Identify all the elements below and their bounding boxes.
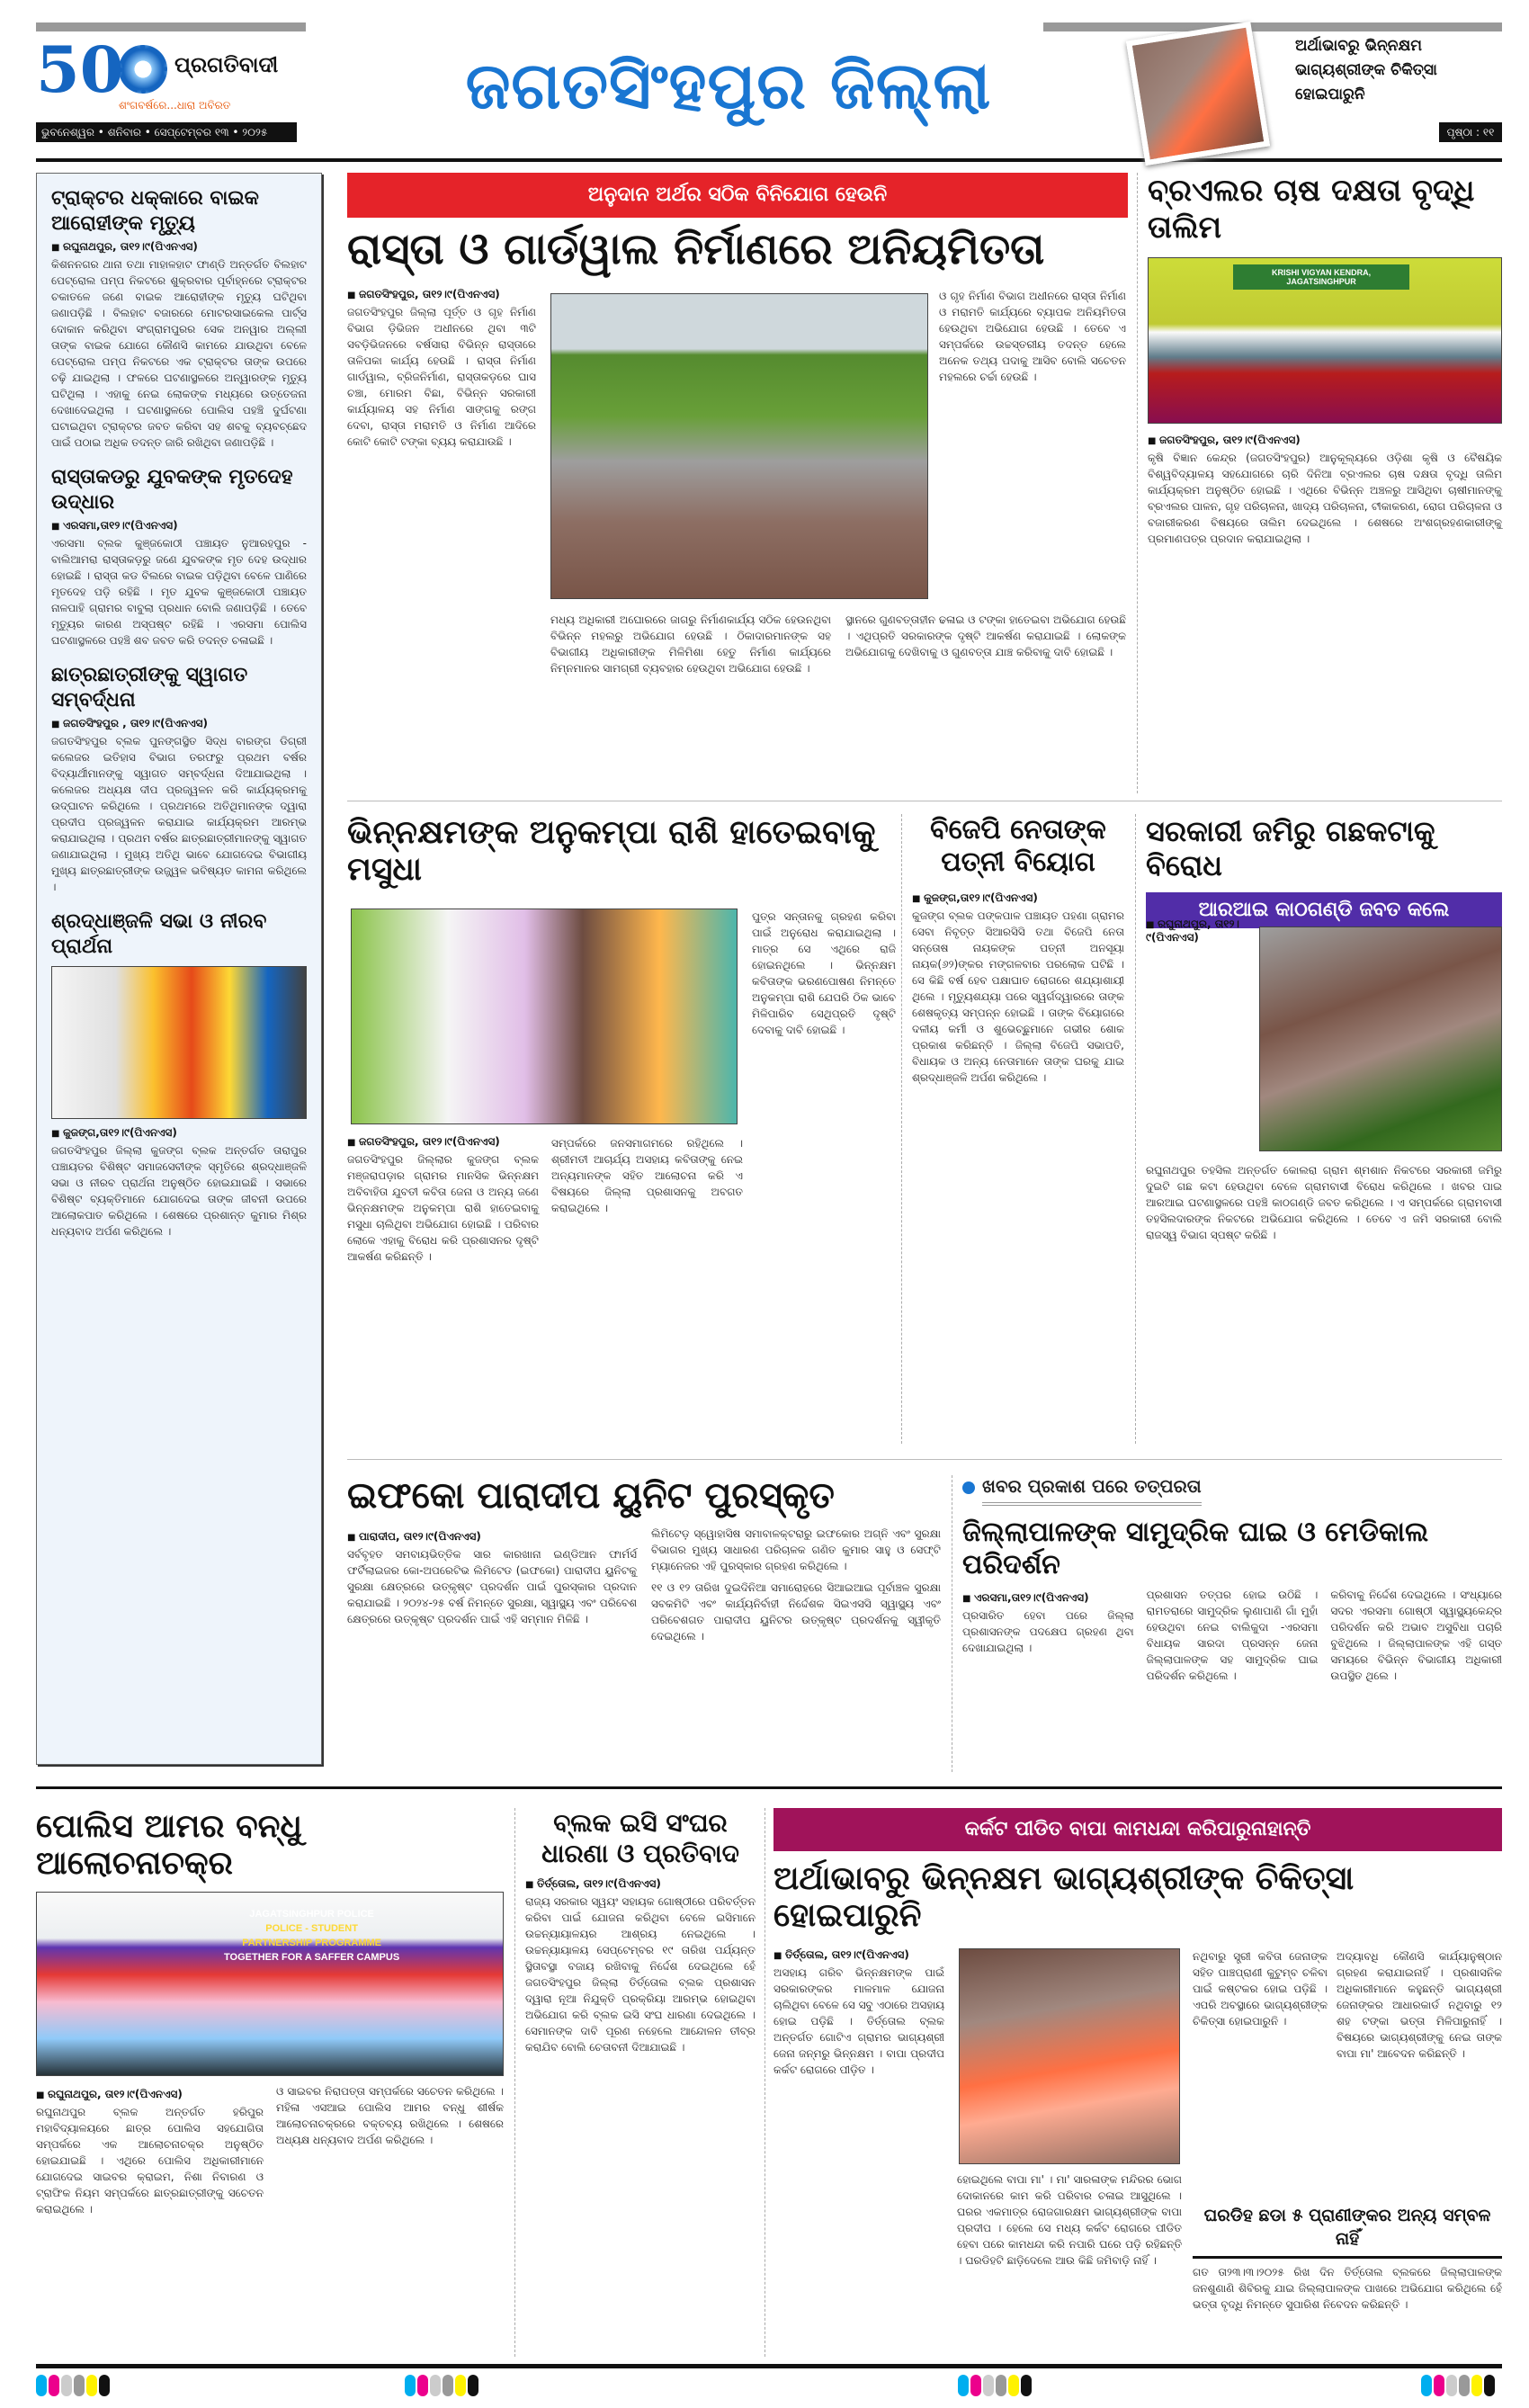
story-body-2: କରିବାକୁ ନିର୍ଦ୍ଦେଶ ଦେଇଥିଲେ । ସଂଧ୍ୟାରେ ସଦର ଏରସମା ଗୋଷ୍ଠୀ ସ୍ୱାସ୍ଥ୍ୟକେନ୍ଦ୍ର ପରିଦର୍ଶନ କରି ଅଭାବ ଅସୁବିଧା ପଚାରି ବୁଝିଥିଲେ । ଜିଲ୍ଲାପାଳଙ୍କ ଏହି ଗସ୍ତ ସମୟରେ ବିଭିନ୍ନ ବିଭାଗୀୟ ଅଧିକାରୀ ଉପସ୍ଥିତ ଥିଲେ । — [1330, 1589, 1503, 1682]
story-iffco-award — [347, 1475, 941, 1644]
felled-tree-photo — [1259, 926, 1502, 1151]
headline[interactable]: ଭିନ୍ନକ୍ଷମଙ୍କ ଅନୁକମ୍ପା ରାଶି ହାତେଇବାକୁ ମସୁଧା — [347, 814, 876, 889]
story-ec-protest — [525, 1808, 756, 2055]
story-body-1: ପ୍ରଶାସନ ତତ୍ପର ହୋଇ ଉଠିଛି । ରାମତରାରେ ସାମୁଦ୍ରିକ ଲୁଣାପାଣି ଗାଁ ମୁହାଁ ହେଉଥିବା ନେଇ ବାଲିକୁଦା -ଏରସମା ବିଧାୟକ ସାରଦା ପ୍ରସନ୍ନ ଜେନା ଜିଲ୍ଲାପାଳଙ୍କ ସହ ସାମୁଦ୍ରିକ ଘାଇ ପରିଦର୍ଶନ କରିଥିଲେ । — [1146, 1589, 1319, 1682]
magenta-mark — [417, 2375, 428, 2396]
cyan-mark — [1421, 2375, 1432, 2396]
lead-body-3: ସ୍ଥାନରେ ଗୁଣବତ୍ତାହୀନ ଢଳାଇ ଓ ଟଙ୍କା ହାତେଇବା ଅଭିଯୋଗ ହେଉଛି । ଏଥିପ୍ରତି ସରକାରଙ୍କ ଦୃଷ୍ଟି ଆକର୍ଷଣ କରାଯାଇଛି । ଲୋକଙ୍କ ଅଭିଯୋଗକୁ ଦେଖିବାକୁ ଓ ଗୁଣବତ୍ତା ଯାଞ୍ଚ କରିବାକୁ ଦାବି ହୋଇଛି । — [845, 613, 1126, 658]
story-tractor-accident — [51, 186, 307, 451]
magenta-mark — [1434, 2375, 1444, 2396]
lead-body-1: ଜଗତସିଂହପୁର ଜିଲ୍ଲା ପୂର୍ତ୍ତ ଓ ଗୃହ ନିର୍ମାଣ ବିଭାଗ ଡ଼ିଭିଜନ ଅଧୀନରେ ଥିବା ୩ଟି ସବଡ଼ିଭିଜନରେ ବର୍ଷସାରା ବିଭିନ୍ନ ରାସ୍ତାରେ ତାଳିପକା କାର୍ଯ୍ୟ ହେଉଛି । ରାସ୍ତା ନିର୍ମାଣ ଗାର୍ଡୱାଲ, ବ୍ରିଜନିର୍ମାଣ, ରାସ୍ତାକଡ଼ରେ ଘାସ ଚଞ୍ଚା, ମୋରମ ବିଛା, ବିଭିନ୍ନ ସରକାରୀ କାର୍ଯ୍ୟାଳୟ ସହ ନିର୍ମାଣ ସାଙ୍ଗକୁ ରଙ୍ଗ ଦେବା, ରାସ୍ତା ମରାମତି ଓ ନିର୍ମାଣ ଆଦିରେ କୋଟି କୋଟି ଟଙ୍କା ବ୍ୟୟ କରାଯାଉଛି । — [347, 306, 536, 448]
story-body-4: ଅଦ୍ୟାବଧି କୌଣସି କାର୍ଯ୍ୟାନୁଷ୍ଠାନ ଗ୍ରହଣ କରାଯାଇନାହିଁ । ପ୍ରଶାସନିକ ଅଧିକାରୀମାନେ କହୁଛନ୍ତି ଭାଗ୍ୟଶ୍ରୀ ଜେନାଙ୍କର ଆଧାରକାର୍ଡ ନଥିବାରୁ ୧୨ ଶହ ଟଙ୍କା ଭତ୍ତା ମିଳିପାରୁନାହିଁ । ବିଷୟରେ ଭାଗ୍ୟଶ୍ରୀଙ୍କୁ ନେଇ ତାଙ୍କ ବାପା ମା' ଆବେଦନ କରିଛନ୍ତି । — [1337, 1950, 1502, 2060]
story-body-2: ସମ୍ପର୍କରେ ଜନସମାଗମରେ ରହିଥିଲେ । ଶ୍ରୀମତୀ ଆଚାର୍ଯ୍ୟ ଅସହାୟ କବିତାଙ୍କୁ ନେଇ ଅନ୍ୟମାନଙ୍କ ସହିତ ଆଲୋଚନା କରି ଏ ବିଷୟରେ ଜିଲ୍ଲା ପ୍ରଶାସନକୁ ଅବଗତ କରାଇଥିଲେ । — [551, 1137, 743, 1214]
land-body-wrap — [1146, 1162, 1502, 1243]
page-title: ଜଗତସିଂହପୁର ଜିଲ୍ଲା — [465, 48, 992, 123]
broiler-columns — [1148, 429, 1502, 547]
story-body-5: ଗତ ତା୨୩।୩।୨୦୨୫ ରିଖ ଦିନ ତିର୍ତ୍ତୋଲ ବ୍ଲକରେ ଜିଲ୍ଲାପାଳଙ୍କ ଜନଶୁଣାଣି ଶିବିରକୁ ଯାଇ ଜିଲ୍ଲାପାଳଙ୍କ ପାଖରେ ଅଭିଯୋଗ କରିଥିଲେ ହେଁ ଭତ୍ତା ବୃଦ୍ଧି ନିମନ୍ତେ ସୁପାରିଶ ନିବେଦନ କରିଛନ୍ତି । — [1193, 2266, 1502, 2311]
police-seminar-photo — [36, 1892, 504, 2076]
story-police-friend — [36, 1808, 504, 2217]
page-number: ପୃଷ୍ଠା : ୧୧ — [1439, 122, 1502, 142]
byline: ■ ଏରସମା,ତା୧୨।୯(ପିଏନଏସ) — [962, 1591, 1134, 1605]
lightgrey-mark — [983, 2375, 994, 2396]
story-kicker: ଖବର ପ୍ରକାଶ ପରେ ତତ୍ପରତା — [982, 1475, 1202, 1506]
lead-body-2: ମଧ୍ୟ ଅଧିକାରୀ ଅଘୋରରେ ଜାଗରୁ ନିର୍ମାଣକାର୍ଯ୍ୟ ସଠିକ ହେଉନଥିବା ବିଭିନ୍ନ ମହଲରୁ ଅଭିଯୋଗ ହେଉଛି । ଠିକାଦାରମାନଙ୍କ ସହ ବିଭାଗୀୟ ଅଧିକାରୀଙ୍କ ମିଳିମିଶା ହେତୁ ନିର୍ମାଣ କାର୍ଯ୍ୟରେ ନିମ୍ନମାନର ସାମଗ୍ରୀ ବ୍ୟବହାର ହେଉଥିବା ଅଭିଯୋଗ ହେଉଛି । — [550, 613, 831, 675]
story-body: କୁଜଙ୍ଗ ବ୍ଲକ ପଙ୍କପାଳ ପଞ୍ଚାୟତ ପହଣା ଗ୍ରାମର ସେବା ନିବୃତ୍ତ ସିଆରସିସି ତଥା ବିଜେପି ନେତା ସନ୍ତୋଷ ନାୟକଙ୍କ ପତ୍ନୀ ଅନସୂୟା ନାୟକ(୬୨)ଙ୍କର ମଙ୍ଗଳବାର ପରଲୋକ ଘଟିଛି । ସେ କିଛି ବର୍ଷ ହେବ ପକ୍ଷାଘାତ ରୋଗରେ ଶଯ୍ୟାଶାୟୀ ଥିଲେ । ମୃତ୍ୟୁଶଯ୍ୟା ପରେ ସ୍ୱର୍ଗଦ୍ୱାରରେ ତାଙ୍କ ଶେଷକୃତ୍ୟ ସମ୍ପନ୍ନ ହୋଇଛି । ତାଙ୍କ ବିୟୋଗରେ ଦଳୀୟ କର୍ମୀ ଓ ଶୁଭେଚ୍ଛୁମାନେ ଗଭୀର ଶୋକ ପ୍ରକାଶ କରିଛନ୍ତି । ଜିଲ୍ଲା ବିଜେପି ସଭାପତି, ବିଧାୟକ ଓ ଅନ୍ୟ ନେତାମାନେ ତାଙ୍କ ଘରକୁ ଯାଇ ଶ୍ରଦ୍ଧାଞ୍ଜଳି ଅର୍ପଣ କରିଥିଲେ । — [912, 909, 1124, 1084]
story-bhagyashree — [773, 1808, 1502, 1935]
story-broiler-training — [1148, 173, 1502, 547]
grey-mark — [443, 2375, 453, 2396]
left-news-box — [36, 173, 322, 1765]
cancer-subsection — [1193, 2204, 1502, 2313]
story-body-1: ସର୍ବବୃହତ ସମବାୟଭିତ୍ତିକ ସାର କାରଖାନା ଇଣ୍ଡିଆନ ଫାର୍ମର୍ସ ଫର୍ଟିଲାଇଜର କୋ-ଅପରେଟିଭ ଲିମିଟେଡ (ଇଫକୋ) ପାରାଦୀପ ୟୁନିଟକୁ ସୁରକ୍ଷା କ୍ଷେତ୍ରରେ ଉତ୍କୃଷ୍ଟ ପ୍ରଦର୍ଶନ ପାଇଁ ପୁରସ୍କାର ପ୍ରଦାନ କରାଯାଇଛି । ୨୦୨୪-୨୫ ବର୍ଷ ନିମନ୍ତେ ସୁରକ୍ଷା, ସ୍ୱାସ୍ଥ୍ୟ ଏବଂ ପରିବେଶ କ୍ଷେତ୍ରରେ ଉତ୍କୃଷ୍ଟ ପ୍ରଦର୍ଶନ ପାଇଁ ଏହି ସମ୍ମାନ ମିଳିଛି । — [347, 1548, 637, 1625]
magenta-mark — [49, 2375, 59, 2396]
story-body: ରଘୁନାଥପୁର ତହସିଲ ଅନ୍ତର୍ଗତ କୋଲରା ଗ୍ରାମ ଶ୍ମଶାନ ନିକଟରେ ସରକାରୀ ଜମିରୁ ଦୁଇଟି ଗଛ କଟା ହେଉଥିବା ବେଳେ ଗ୍ରାମବାସୀ ବିରୋଧ କରିଥିଲେ । ଖବର ପାଇ ଆରଆଇ ଘଟଣାସ୍ଥଳରେ ପହଞ୍ଚି କାଠଗଣ୍ଡି ଜବତ କରିଥିଲେ । ଏ ସମ୍ପର୍କରେ ଗ୍ରାମବାସୀ ତହସିଲଦାରଙ୍କ ନିକଟରେ ଅଭିଯୋଗ କରିଥିଲେ । ତେବେ ଏ ଜମି ସରକାରୀ ବୋଲି ରାଜସ୍ୱ ବିଭାଗ ସ୍ପଷ୍ଟ କରିଛି । — [1146, 1164, 1502, 1241]
cancer-col-2b — [957, 2171, 1182, 2269]
cancer-col-3 — [1193, 1948, 1328, 2029]
newspaper-logo[interactable] — [36, 34, 324, 121]
disabled-story-photo — [351, 909, 738, 1124]
byline: ■ ରଘୁନାଥପୁର, ତା୧୨।୯(ପିଏନଏସ) — [1146, 918, 1252, 944]
promo-photo[interactable] — [1126, 22, 1270, 166]
byline: ■ କୁଜଙ୍ଗ,ତା୧୨।୯(ପିଏନଏସ) — [912, 891, 1124, 905]
disabled-columns — [347, 1135, 743, 1265]
newspaper-name: ପ୍ରଗତିବାଦୀ — [174, 52, 279, 77]
registration-marks — [958, 2375, 1032, 2396]
magenta-mark — [970, 2375, 981, 2396]
lead-columns — [550, 612, 1126, 676]
story-body: କିଶନନଗର ଥାନା ତଥା ମାହାଳହାଟ ଫାଣ୍ଡି ଅନ୍ତର୍ଗତ ବିଲହାଟ ପେଟ୍ରୋଲ ପମ୍ପ ନିକଟରେ ଶୁକ୍ରବାର ପୂର୍ବାହ୍ନରେ ଟ୍ରାକ୍ଟର ଚକାତଳେ ଜଣେ ବାଇକ ଆରୋହୀଙ୍କ ମୃତ୍ୟୁ ଘଟିଥିବା ଜଣାପଡ଼ିଛି । ବିଲହାଟ ବଜାରରେ ମୋଟରସାଇକେଲ ପାର୍ଟ୍ସ ଦୋକାନ କରିଥିବା ସଂଗ୍ରାମପୁରର ସେକ ଅନୱାର ଅଲ୍ଲୀ ତାଙ୍କ ବାଇକ ଯୋଗେ କୌଣସି କାମରେ ଯାଉଥିବା ବେଳେ ପେଟ୍ରୋଲ ପମ୍ପ ନିକଟରେ ଏକ ଟ୍ରାକ୍ଟର ତାଙ୍କ ଉପରେ ଚଢ଼ି ଯାଇଥିଲା । ଫଳରେ ଘଟଣାସ୍ଥଳରେ ଅନ୍ୱାରଙ୍କ ମୃତ୍ୟୁ ଘଟିଥିଲା । ଏହାକୁ ନେଇ ଲୋକଙ୍କ ମଧ୍ୟରେ ଉତ୍ତେଜନା ଦେଖାଦେଇଥିଲା । ଘଟଣାସ୍ଥଳରେ ପୋଲିସ ପହଞ୍ଚି ଦୁର୍ଘଟଣା ଘଟାଇଥିବା ଟ୍ରାକ୍ଟର ଜବତ କରିବା ସହ ଶବକୁ ବ୍ୟବଚ୍ଛେଦ ପାଇଁ ପଠାଇ ଅଧିକ ତଦନ୍ତ ଜାରି ରଖିଥିବା ଜଣାପଡ଼ିଛି । — [51, 258, 307, 449]
byline: ■ ପାରାଦୀପ, ତା୧୨।୯(ପିଏନଏସ) — [347, 1530, 637, 1544]
lightgrey-mark — [1446, 2375, 1457, 2396]
cyan-mark — [36, 2375, 47, 2396]
photo-banner — [223, 1907, 400, 1965]
byline: ■ ରଘୁନାଥପୁର, ତା୧୨।୯(ପିଏନଏସ) — [51, 240, 307, 254]
story-disability-funds — [347, 814, 890, 889]
disabled-col-top — [752, 909, 896, 1038]
story-body-3: ପୁତ୍ର ସନ୍ତାନକୁ ଗ୍ରହଣ କରିବା ପାଇଁ ଅନୁରୋଧ କରାଯାଇଥିଲା । ମାତ୍ର ସେ ଏଥିରେ ରାଜି ହୋଇନଥିଲେ । ଭିନ୍ନକ୍ଷମ କବିତାଙ୍କ ଭରଣପୋଷଣ ନିମନ୍ତେ ଅନୁକମ୍ପା ରାଶି ଯେପରି ଠିକ ଭାବେ ମିଳିପାରିବ ସେଥିପ୍ରତି ଦୃଷ୍ଟି ଦେବାକୁ ଦାବି ହୋଇଛି । — [752, 910, 896, 1036]
story-body-3: ପ୍ରସାରିତ ହେବା ପରେ ଜିଲ୍ଲା ପ୍ରଶାସନଙ୍କ ପଦକ୍ଷେପ ଗ୍ରହଣ ଥିବା ଦେଖାଯାଇଥିଲା । — [962, 1609, 1134, 1654]
byline: ■ କୁଜଙ୍ଗ,ତା୧୨।୯(ପିଏନଏସ) — [51, 1126, 307, 1140]
story-kicker-wrap — [962, 1475, 1502, 1506]
headline[interactable]: ବିଜେପି ନେତାଙ୍କ ପତ୍ନୀ ବିୟୋଗ — [930, 814, 1106, 878]
cancer-col-1 — [773, 1948, 944, 2078]
header-divider — [36, 158, 1502, 162]
bhagyashree-photo — [959, 1948, 1180, 2164]
story-body: ଏରସମା ବ୍ଲକ କୁଞ୍ଜକୋଠୀ ପଞ୍ଚାୟତ ନୁଆରହପୁର - ବାଲିଆମରା ରାସ୍ତାକଡ଼ରୁ ଜଣେ ଯୁବକଙ୍କ ମୃତ ଦେହ ଉଦ୍ଧାର ହୋଇଛି । ରାସ୍ତା କଡ ବିଲରେ ବାଇକ ପଡ଼ିଥିବା ବେଳେ ପାଣିରେ ମୃତଦେହ ପଡ଼ି ରହିଛି । ମୃତ ଯୁବକ କୁଞ୍ଜକୋଠୀ ପଞ୍ଚାୟତ ନାଳପାହି ଗ୍ରାମର ବାବୁଲା ପ୍ରଧାନ ବୋଲି ଜଣାପଡ଼ିଛି । ତେବେ ମୃତ୍ୟୁର କାରଣ ଅସ୍ପଷ୍ଟ ରହିଛି । ଏରସମା ପୋଲିସ ଘଟଣାସ୍ଥଳରେ ପହଞ୍ଚି ଶବ ଜବତ କରି ତଦନ୍ତ ଚଳାଇଛି । — [51, 537, 307, 647]
column-divider — [901, 814, 902, 1444]
byline: ■ ଜଗତସିଂହପୁର, ତା୧୨।୯(ପିଏନଏସ) — [347, 1135, 539, 1149]
grey-mark — [74, 2375, 85, 2396]
lightgrey-mark — [61, 2375, 72, 2396]
lead-body-4: ଓ ଗୃହ ନିର୍ମାଣ ବିଭାଗ ଅଧୀନରେ ରାସ୍ତା ନିର୍ମାଣ ଓ ମରାମତି କାର୍ଯ୍ୟରେ ବ୍ୟାପକ ଅନିୟମିତତା ହେଉଥିବା ଅଭିଯୋଗ ହେଉଛି । ତେବେ ଏ ସମ୍ପର୍କରେ ଉଚ୍ଚସ୍ତରୀୟ ତଦନ୍ତ ହେଲେ ଅନେକ ତଥ୍ୟ ପଦାକୁ ଆସିବ ବୋଲି ସଚେତନ ମହଲରେ ଚର୍ଚ୍ଚା ହେଉଛି । — [939, 290, 1126, 383]
byline: ■ ଜଗତସିଂହପୁର, ତା୧୨।୯(ପିଏନଏସ) — [1148, 434, 1502, 447]
lightgrey-mark — [430, 2375, 441, 2396]
headline[interactable]: ବ୍ଲକ ଇସି ସଂଘର ଧାରଣା ଓ ପ୍ରତିବାଦ — [541, 1808, 739, 1868]
story-body: ରାଜ୍ୟ ସରକାର ସ୍ୱୟଂ ସହାୟକ ଗୋଷ୍ଠୀରେ ପରିବର୍ତ୍ତନ କରିବା ପାଇଁ ଯୋଜନା କରିଥିବା ବେଳେ ଇସିମାନେ ଉଚ୍ଚନ୍ୟାୟାଳୟର ଆଶ୍ରୟ ନେଇଥିଲେ । ଉଚ୍ଚନ୍ୟାୟାଳୟ ସେପ୍ଟେମ୍ବର ୧୯ ତାରିଖ ପର୍ଯ୍ୟନ୍ତ ସ୍ଥିତାବସ୍ଥା ବଜାୟ ରଖିବାକୁ ନିର୍ଦ୍ଦେଶ ଦେଇଥିଲେ ହେଁ ଜଗତସିଂହପୁର ଜିଲ୍ଲା ତିର୍ତ୍ତୋଲ ବ୍ଲକ ପ୍ରଶାସନ ଦ୍ୱାରା ନୂଆ ନିଯୁକ୍ତି ପ୍ରକ୍ରିୟା ଆରମ୍ଭ ହୋଇଥିବା ଅଭିଯୋଗ କରି ବ୍ଲକ ଇସି ସଂଘ ଧାରଣା ଦେଇଥିଲେ । ସେମାନଙ୍କ ଦାବି ପୂରଣ ନହେଲେ ଆନ୍ଦୋଳନ ତୀବ୍ର କରାଯିବ ବୋଲି ଚେତାବନୀ ଦିଆଯାଇଛି । — [525, 1895, 756, 2054]
story-student-welcome — [51, 663, 307, 895]
story-body-1: ଜଗତସିଂହପୁର ଜିଲ୍ଲାର କୁଜଙ୍ଗ ବ୍ଲକ ମଞ୍ଜରାପଡ଼ାର ଗ୍ରାମର ମାନସିକ ଭିନ୍ନକ୍ଷମ ଅବିବାହିତା ଯୁବତୀ କବିତା ଜେନା ଓ ଅନ୍ୟ ଜଣେ ଭିନ୍ନକ୍ଷମଙ୍କ ଅନୁକମ୍ପା ରାଶି ହାତେଇବାକୁ ମସୁଧା ଚାଲିଥିବା ଅଭିଯୋଗ ହୋଇଛି । ପରିବାର ଲୋକେ ଏହାକୁ ବିରୋଧ କରି ପ୍ରଶାସନର ଦୃଷ୍ଟି ଆକର୍ଷଣ କରିଛନ୍ତି । — [347, 1153, 539, 1263]
yellow-mark — [86, 2375, 97, 2396]
byline: ■ ରଘୁନାଥପୁର, ତା୧୨।୯(ପିଏନଏସ) — [36, 2088, 264, 2101]
subhead-rule — [1193, 2256, 1502, 2259]
logo-emblem-icon — [119, 45, 167, 94]
headline[interactable]: ସରକାରୀ ଜମିରୁ ଗଛକଟାକୁ ବିରୋଧ — [1146, 814, 1435, 883]
headline[interactable]: ଜିଲ୍ଲାପାଳଙ୍କ ସାମୁଦ୍ରିକ ଘାଇ ଓ ମେଡିକାଲ ପରିଦର୍ଶନ — [962, 1517, 1429, 1580]
cyan-mark — [405, 2375, 416, 2396]
byline: ■ ଜଗତସିଂହପୁର , ତା୧୨।୯(ପିଏନଏସ) — [51, 717, 307, 730]
headline[interactable]: ରାସ୍ତାକଡରୁ ଯୁବକଙ୍କ ମୃତଦେହ ଉଦ୍ଧାର — [51, 466, 293, 514]
column-divider — [514, 1808, 515, 2357]
banner-line: JAGATSINGHPUR POLICE — [249, 1909, 374, 1920]
header-rule-left — [36, 22, 306, 31]
lead-col-1 — [347, 288, 536, 450]
story-body: କୃଷି ବିଜ୍ଞାନ କେନ୍ଦ୍ର (ଜଗତସିଂହପୁର) ଆନୁକୂଲ୍ୟରେ ଓଡ଼ିଶା କୃଷି ଓ ବୈଷୟିକ ବିଶ୍ୱବିଦ୍ୟାଳୟ ସହଯୋଗରେ ଚାରି ଦିନିଆ ବ୍ରଏଲର ଚାଷ ଦକ୍ଷତା ବୃଦ୍ଧି ତାଲିମ କାର୍ଯ୍ୟକ୍ରମ ଅନୁଷ୍ଠିତ ହୋଇଛି । ଏଥିରେ ବିଭିନ୍ନ ଅଞ୍ଚଳରୁ ଆସିଥିବା ଚାଷୀମାନଙ୍କୁ ବ୍ରଏଲର ପାଳନ, ଗୃହ ପରିଚାଳନା, ଖାଦ୍ୟ ପରିଚାଳନା, ଟୀକାକରଣ, ରୋଗ ପରିଚାଳନା ଓ ବଜାରୀକରଣ ବିଷୟରେ ତାଲିମ ଦେଇଥିଲେ । ଶେଷରେ ଅଂଶଗ୍ରହଣକାରୀଙ୍କୁ ପ୍ରମାଣପତ୍ର ପ୍ରଦାନ କରାଯାଇଥିଲା । — [1148, 451, 1502, 545]
footer-rule — [36, 2364, 1502, 2368]
story-kicker: ଆରଆଇ କାଠଗଣ୍ଡି ଜବତ କଲେ — [1146, 892, 1502, 928]
lead-kicker: ଅନୁଦାନ ଅର୍ଥର ସଠିକ ବିନିଯୋଗ ହେଉନି — [347, 173, 1128, 218]
lead-col-right — [939, 288, 1126, 385]
story-bjp-condolence — [912, 814, 1124, 1086]
photo-banner: KRISHI VIGYAN KENDRA, JAGATSINGHPUR — [1233, 264, 1409, 290]
grey-mark — [996, 2375, 1006, 2396]
headline[interactable]: ଛାତ୍ରଛାତ୍ରୀଙ୍କୁ ସ୍ୱାଗତ ସମ୍ବର୍ଦ୍ଧନା — [51, 664, 248, 712]
story-tree-felling — [1146, 814, 1502, 928]
banner-line: TOGETHER FOR A SAFFER CAMPUS — [224, 1952, 400, 1964]
story-body-3: ହୋଇଥିଲେ ବାପା ମା' । ମା' ସାରଳାଙ୍କ ମନ୍ଦିରର ଭୋଗ ଦୋକାନରେ କାମ କରି ପରିବାର ଚଳାଇ ଆସୁଥିଲେ । ଘରର ଏକମାତ୍ର ରୋଜଗାରକ୍ଷମ ଭାଗ୍ୟଶ୍ରୀଙ୍କ ବାପା ପ୍ରଦୀପ । ହେଲେ ସେ ମଧ୍ୟ କର୍କଟ ରୋଗରେ ପୀଡିତ ହେବା ପରେ କାମଧନ୍ଦା କରି ନପାରି ଘରେ ପଡ଼ି ରହିଛନ୍ତି । ଘରଡିହଟି ଛାଡ଼ିଦେଲେ ଆଉ କିଛି ଜମିବାଡ଼ି ନାହିଁ । — [957, 2173, 1182, 2267]
tribute-photo — [51, 966, 307, 1119]
story-body-2: ଲିମିଟେଡ଼ ସ୍ୱୋହାସିଷ ସମାବାଳକ୍ଟରାରୁ ଇଫକୋର ଅଗ୍ନି ଏବଂ ସୁରକ୍ଷା ବିଭାଗର ମୁଖ୍ୟ ସାଧାରଣ ପରିଚାଳକ ଗଣିତ କୁମାର ସାହୁ ଓ ସେଫ୍ଟି ମ୍ୟାନେଜର ଏହି ପୁରସ୍କାର ଗ୍ରହଣ କରିଥିଲେ । — [651, 1527, 941, 1572]
story-body: ଜଗତସିଂହପୁର ଜିଲ୍ଲା କୁଜଙ୍ଗ ବ୍ଲକ ଅନ୍ତର୍ଗତ ତାରାପୁର ପଞ୍ଚାୟତର ବିଶିଷ୍ଟ ସମାଜସେବୀଙ୍କ ସ୍ମୃତିରେ ଶ୍ରଦ୍ଧାଞ୍ଜଳି ସଭା ଓ ନୀରବ ପ୍ରାର୍ଥନା ଅନୁଷ୍ଠିତ ହୋଇଯାଇଛି । ସଭାରେ ବିଶିଷ୍ଟ ବ୍ୟକ୍ତିମାନେ ଯୋଗଦେଇ ତାଙ୍କ ଜୀବନୀ ଉପରେ ଆଲୋକପାତ କରିଥିଲେ । ଶେଷରେ ପ୍ରଶାନ୍ତ କୁମାର ମିଶ୍ର ଧନ୍ୟବାଦ ଅର୍ପଣ କରିଥିଲେ । — [51, 1144, 307, 1238]
lead-byline: ■ ଜଗତସିଂହପୁର, ତା୧୨।୯(ପିଏନଏସ) — [347, 288, 536, 301]
story-body: ଜଗତସିଂହପୁର ବ୍ଲକ ପୁନଙ୍ଗସ୍ଥିତ ସିଦ୍ଧ ବାରଙ୍ଗ ଡିଗ୍ରୀ କଲେଜର ଇତିହାସ ବିଭାଗ ତରଫରୁ ପ୍ରଥମ ବର୍ଷର ବିଦ୍ୟାର୍ଥୀମାନଙ୍କୁ ସ୍ୱାଗତ ସମ୍ବର୍ଦ୍ଧନା ଦିଆଯାଇଥିଲା । କଲେଜର ଅଧ୍ୟକ୍ଷ ଦୀପ ପ୍ରଜ୍ୱଳନ କରି କାର୍ଯ୍ୟକ୍ରମକୁ ଉଦ୍‌ଘାଟନ କରିଥିଲେ । ପ୍ରଥମରେ ଅତିଥିମାନଙ୍କ ଦ୍ୱାରା ପ୍ରଦୀପ ପ୍ରଜ୍ୱଳନ କରାଯାଇ କାର୍ଯ୍ୟକ୍ରମ ଆରମ୍ଭ କରାଯାଇଥିଲା । ପ୍ରଥମ ବର୍ଷର ଛାତ୍ରଛାତ୍ରୀମାନଙ୍କୁ ସ୍ୱାଗତ ଜଣାଯାଇଥିଲା । ମୁଖ୍ୟ ଅତିଥି ଭାବେ ଯୋଗଦେଇ ବିଭାଗୀୟ ମୁଖ୍ୟ ଛାତ୍ରଛାତ୍ରୀଙ୍କ ଉଜ୍ଜ୍ୱଳ ଭବିଷ୍ୟତ କାମନା କରିଥିଲେ । — [51, 735, 307, 893]
story-tribute-meeting — [51, 909, 307, 1240]
banner-line: POLICE - STUDENT — [265, 1923, 358, 1935]
headline[interactable]: ପୋଲିସ ଆମର ବନ୍ଧୁ ଆଲୋଚନାଚକ୍ର — [36, 1808, 302, 1883]
lead-road-photo — [550, 293, 928, 599]
story-body-recovered — [51, 465, 307, 649]
subheading: ଘରଡିହ ଛଡା ୫ ପ୍ରାଣୀଙ୍କର ଅନ୍ୟ ସମ୍ବଳ ନାହିଁ — [1203, 2206, 1491, 2249]
anniversary-number: 50 — [36, 32, 124, 107]
lead-story — [347, 173, 1128, 274]
registration-marks — [405, 2375, 478, 2396]
bullet-icon — [962, 1482, 975, 1494]
byline: ■ ତିର୍ତ୍ତୋଲ, ତା୧୨।୯(ପିଏନଏସ) — [773, 1948, 944, 1962]
banner-line: PARTNERSHIP PROGRAMME — [242, 1938, 382, 1949]
section-rule — [36, 1786, 1502, 1789]
byline: ■ ତିର୍ତ୍ତୋଲ, ତା୧୨।୯(ପିଏନଏସ) — [525, 1877, 756, 1891]
registration-marks — [36, 2375, 110, 2396]
training-photo — [1148, 257, 1502, 424]
dateline: ଭୁବନେଶ୍ୱର • ଶନିବାର • ସେପ୍ଟେମ୍ବର ୧୩ • ୨୦୨୫ — [36, 122, 297, 142]
yellow-mark — [455, 2375, 466, 2396]
grey-mark — [1459, 2375, 1470, 2396]
story-body-1: ଅସହାୟ ଗରିବ ଭିନ୍ନକ୍ଷମଙ୍କ ପାଇଁ ସରକାରଙ୍କର ମାଳମାଳ ଯୋଜନା ଚାଲିଥିବା ବେଳେ ସେ ସବୁ ଏଠାରେ ଅସହାୟ ହୋଇ ପଡ଼ିଛି । ତିର୍ତ୍ତୋଲ ବ୍ଲକ ଅନ୍ତର୍ଗତ ଗୋଟିଏ ଗ୍ରାମର ଭାଗ୍ୟଶ୍ରୀ ଜେନା ଜନ୍ମରୁ ଭିନ୍ନକ୍ଷମ । ବାପା ପ୍ରଦୀପ କର୍କଟ ରୋଗରେ ପୀଡ଼ିତ । — [773, 1966, 944, 2076]
column-divider — [764, 1808, 765, 2357]
headline[interactable]: ଅର୍ଥାଭାବରୁ ଭିନ୍ନକ୍ଷମ ଭାଗ୍ୟଶ୍ରୀଙ୍କ ଚିକିତ୍ସା ହୋଇପାରୁନି — [773, 1860, 1355, 1935]
headline[interactable]: ଶ୍ରଦ୍ଧାଞ୍ଜଳି ସଭା ଓ ନୀରବ ପ୍ରାର୍ଥନା — [51, 910, 267, 958]
story-body-2: ନଥିବାରୁ ସ୍ତ୍ରୀ କବିତା ଜେନାଙ୍କ ସହିତ ପାଞ୍ଚପ୍ରାଣୀ କୁଟୁମ୍ବ ଚଳିବା ପାଇଁ କଷ୍ଟକର ହୋଇ ପଡ଼ିଛି । ଏପରି ଅବସ୍ଥାରେ ଭାଗ୍ୟଶ୍ରୀଙ୍କ ଚିକିତ୍ସା ହୋଇପାରୁନି । — [1193, 1950, 1328, 2028]
cancer-col-4 — [1337, 1948, 1502, 2062]
black-mark — [468, 2375, 478, 2396]
story-kicker: କର୍କଟ ପୀଡିତ ବାପା କାମଧନ୍ଦା କରିପାରୁନାହାନ୍ତି — [773, 1808, 1502, 1851]
header-rule-right — [1043, 22, 1502, 31]
headline[interactable]: ବ୍ରଏଲର ଚାଷ ଦକ୍ଷତା ବୃଦ୍ଧି ତାଲିମ — [1148, 173, 1475, 246]
headline[interactable]: ଟ୍ରାକ୍ଟର ଧକ୍କାରେ ବାଇକ ଆରୋହୀଙ୍କ ମୃତ୍ୟୁ — [51, 187, 259, 235]
logo-tagline: ଶଂଗବର୍ଷରେ...ଧାରା ଅବିରତ — [119, 99, 231, 112]
registration-marks — [1421, 2375, 1495, 2396]
land-col-left — [1146, 918, 1252, 947]
yellow-mark — [1471, 2375, 1482, 2396]
black-mark — [1021, 2375, 1032, 2396]
lead-headline[interactable]: ରାସ୍ତା ଓ ଗାର୍ଡୱାଲ ନିର୍ମାଣରେ ଅନିୟମିତତା — [347, 224, 1045, 274]
column-divider — [1137, 173, 1138, 793]
story-collector-visit — [962, 1475, 1502, 1684]
column-divider — [1135, 814, 1136, 1444]
story-body-2: ଓ ସାଇବର ନିରାପତ୍ତା ସମ୍ପର୍କରେ ସଚେତନ କରିଥିଲେ । ମହିଳା ଏସଆଇ ପୋଲିସ ଆମର ବନ୍ଧୁ ଶୀର୍ଷକ ଆଲୋଚନାଚକ୍ରରେ ବକ୍ତବ୍ୟ ରଖିଥିଲେ । ଶେଷରେ ଅଧ୍ୟକ୍ଷ ଧନ୍ୟବାଦ ଅର୍ପଣ କରିଥିଲେ । — [276, 2084, 504, 2146]
story-body-3: ୧୧ ଓ ୧୨ ତାରିଖ ଦୁଇଦିନିଆ ସମାରୋହରେ ସିଆଇଆଇ ପୂର୍ବାଞ୍ଚଳ ସୁରକ୍ଷା ସବକମିଟି ଏବଂ କାର୍ଯ୍ୟନିର୍ବାହୀ ନିର୍ଦ୍ଦେଶକ ସିଇଏସସି ସ୍ୱାସ୍ଥ୍ୟ ଏବଂ ପରିବେଶଗତ ପାରାଦୀପ ୟୁନିଟର ଉତ୍କୃଷ୍ଟ ପ୍ରଦର୍ଶନକୁ ସ୍ୱୀକୃତି ଦେଇଥିଲେ । — [651, 1581, 941, 1643]
story-body-1: ରଘୁନାଥପୁର ବ୍ଲକ ଅନ୍ତର୍ଗତ ହରିପୁର ମହାବିଦ୍ୟାଳୟରେ ଛାତ୍ର ପୋଲିସ ସହଯୋଗିତା ସମ୍ପର୍କରେ ଏକ ଆଲୋଚନାଚକ୍ର ଅନୁଷ୍ଠିତ ହୋଇଯାଇଛି । ଏଥିରେ ପୋଲିସ ଅଧିକାରୀମାନେ ଯୋଗଦେଇ ସାଇବର କ୍ରାଇମ, ନିଶା ନିବାରଣ ଓ ଟ୍ରାଫିକ ନିୟମ ସମ୍ପର୍କରେ ଛାତ୍ରଛାତ୍ରୀଙ୍କୁ ସଚେତନ କରାଇଥିଲେ । — [36, 2105, 264, 2216]
section-divider — [347, 1459, 1502, 1460]
promo-headline[interactable]: ଅର୍ଥାଭାବରୁ ଭିନ୍ନକ୍ଷମ ଭାଗ୍ୟଶ୍ରୀଙ୍କ ଚିକିତ୍ସା ହୋଇପାରୁନି — [1295, 37, 1437, 103]
black-mark — [99, 2375, 110, 2396]
headline[interactable]: ଇଫକୋ ପାରାଦୀପ ୟୁନିଟ ପୁରସ୍କୃତ — [347, 1475, 835, 1517]
byline: ■ ଏରସମା,ତା୧୨।୯(ପିଏନଏସ) — [51, 519, 307, 533]
black-mark — [1484, 2375, 1495, 2396]
cyan-mark — [958, 2375, 969, 2396]
yellow-mark — [1008, 2375, 1019, 2396]
